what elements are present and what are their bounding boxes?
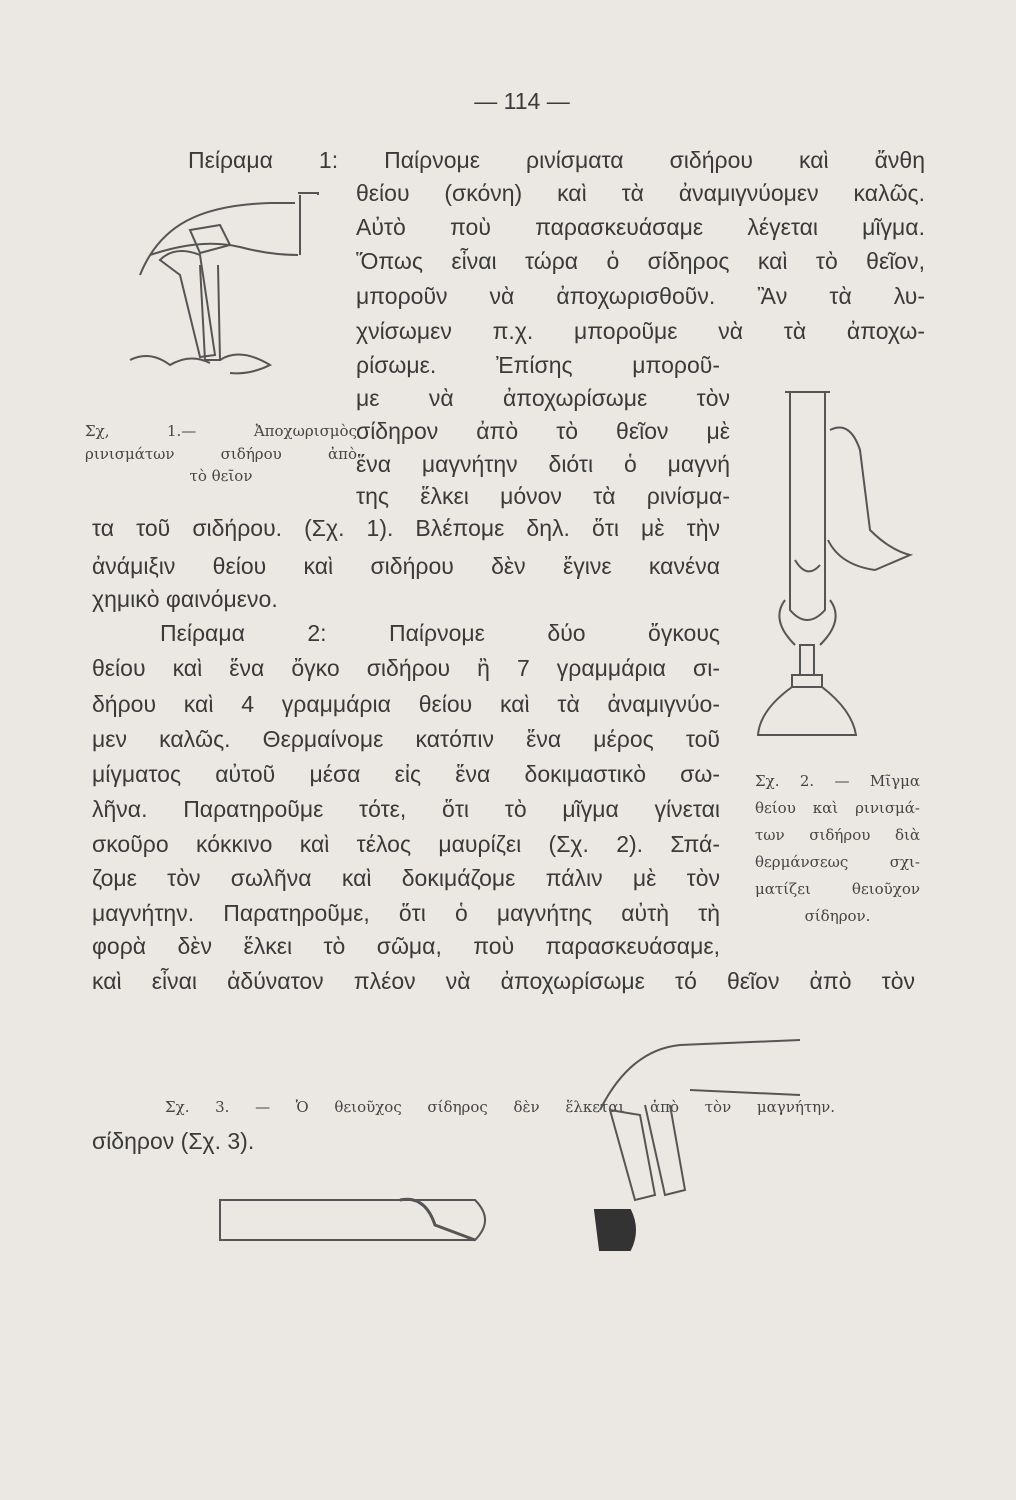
test-tube-burner-illustration <box>740 380 930 750</box>
test-tube-illustration <box>210 1185 660 1265</box>
text-line: σίδηρον (Σχ. 3). <box>92 1128 255 1154</box>
magnet-hand-illustration <box>120 185 340 395</box>
text-line: ρίσωμε. Ἐπίσης μποροῦ- <box>356 352 720 378</box>
text-line: φορὰ δὲν ἕλκει τὸ σῶμα, ποὺ παρασκευάσαμε, <box>92 933 720 959</box>
text-line: ζομε τὸν σωλῆνα καὶ δοκιμάζομε πάλιν μὲ τὸν <box>92 865 720 891</box>
text-line: δήρου καὶ 4 γραμμάρια θείου καὶ τὰ ἀναμιγνύο- <box>92 691 720 717</box>
text-line: θείου καὶ ἕνα ὄγκο σιδήρου ἢ 7 γραμμάρια σι- <box>92 655 720 681</box>
text-line: σίδηρον ἀπὸ τὸ θεῖον μὲ <box>356 418 730 444</box>
text-line: μαγνήτην. Παρατηροῦμε, ὅτι ὁ μαγνήτης αὐτὴ τὴ <box>92 900 720 926</box>
text-line: Αὐτὸ ποὺ παρασκευάσαμε λέγεται μῖγμα. <box>356 214 925 240</box>
text-line: της ἕλκει μόνον τὰ ρινίσμα- <box>356 483 730 509</box>
text-line: ἕνα μαγνήτην διότι ὁ μαγνή <box>356 451 730 477</box>
text-line: Ὅπως εἶναι τώρα ὁ σίδηρος καὶ τὸ θεῖον, <box>356 248 925 274</box>
text-line: χημικὸ φαινόμενο. <box>92 586 278 612</box>
text-line: ἀνάμιξιν θείου καὶ σιδήρου δὲν ἔγινε κανένα <box>92 553 720 579</box>
text-line: με νὰ ἀποχωρίσωμε τὸν <box>356 385 730 411</box>
text-line: Πείραμα 1: Παίρνομε ρινίσματα σιδήρου καὶ ἄνθη <box>188 147 925 173</box>
text-line: μποροῦν νὰ ἀποχωρισθοῦν. Ἂν τὰ λυ- <box>356 283 925 309</box>
text-line: σκοῦρο κόκκινο καὶ τέλος μαυρίζει (Σχ. 2). Σπά- <box>92 831 720 857</box>
magnet-hand-illustration-fig3 <box>590 1010 820 1210</box>
text-line: θείου (σκόνη) καὶ τὰ ἀναμιγνύομεν καλῶς. <box>356 180 925 206</box>
text-line: τα τοῦ σιδήρου. (Σχ. 1). Βλέπομε δηλ. ὅτι μὲ τὴν <box>92 515 720 541</box>
text-line: λῆνα. Παρατηροῦμε τότε, ὅτι τὸ μῖγμα γίνεται <box>92 796 720 822</box>
text-line: χνίσωμεν π.χ. μποροῦμε νὰ τὰ ἀποχω- <box>356 318 925 344</box>
figure-3-caption: Σχ. 3. — Ὁ θειοῦχος σίδηρος δὲν ἕλκεται ἀπὸ τὸν μαγνήτην. <box>165 1098 835 1116</box>
page-number: — 114 — <box>474 88 570 114</box>
text-line: μίγματος αὐτοῦ μέσα εἰς ἕνα δοκιμαστικὸ σω- <box>92 761 720 787</box>
text-line: καὶ εἶναι ἀδύνατον πλέον νὰ ἀποχωρίσωμε τό θεῖον ἀπὸ τὸν <box>92 968 915 994</box>
text-line: μεν καλῶς. Θερμαίνομε κατόπιν ἕνα μέρος τοῦ <box>92 726 720 752</box>
text-line: Πείραμα 2: Παίρνομε δύο ὄγκους <box>160 620 720 646</box>
